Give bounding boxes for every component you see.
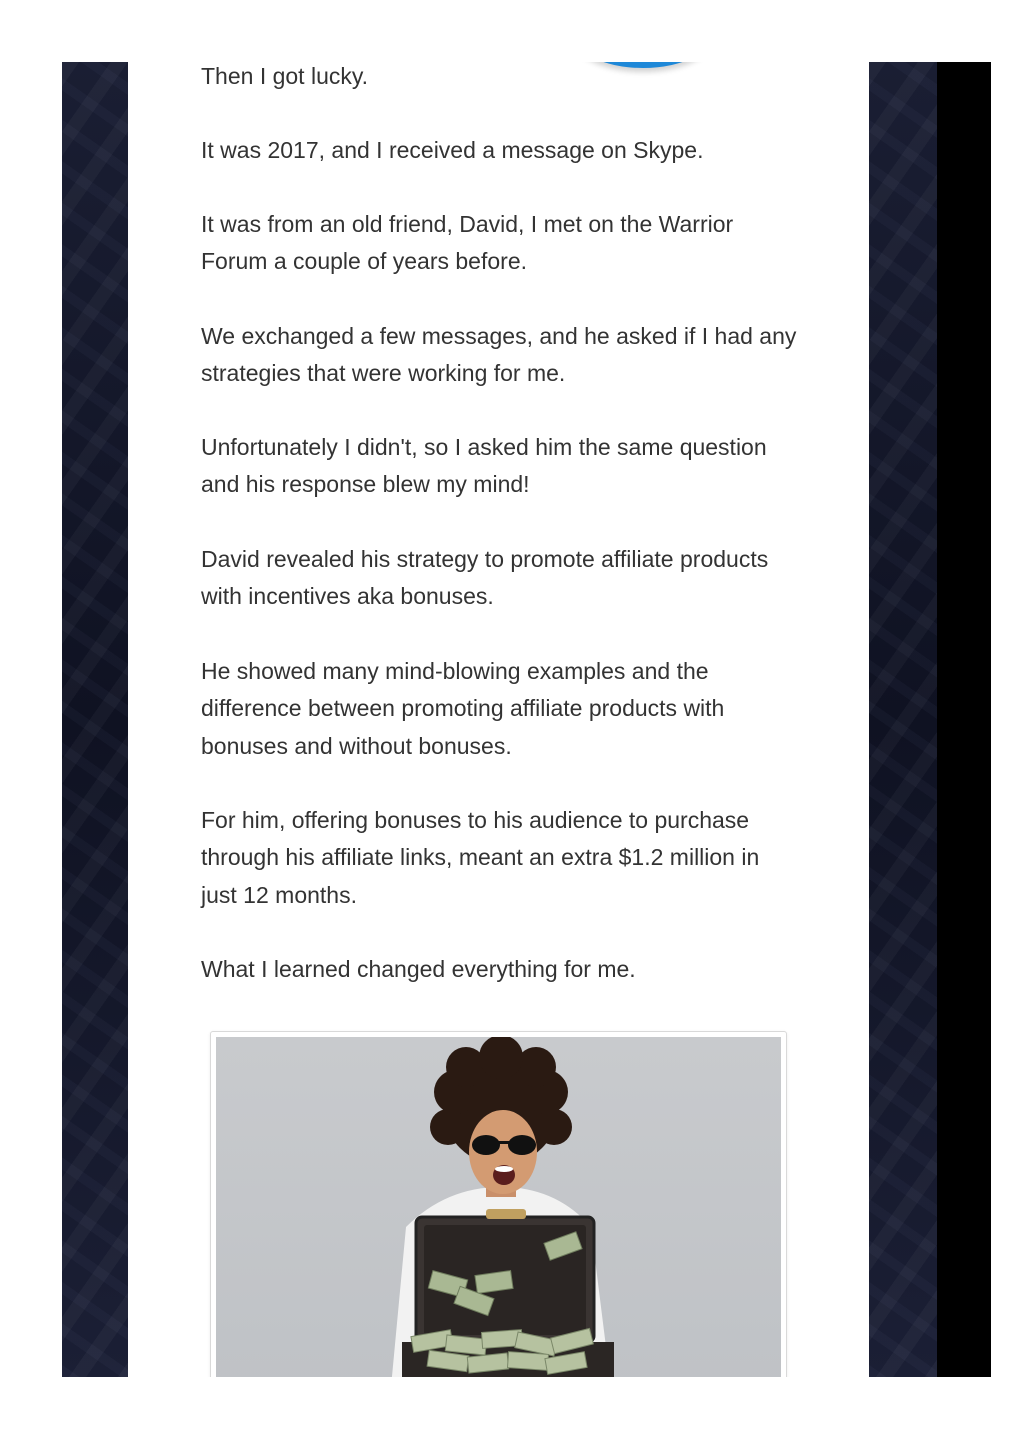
paragraph: For him, offering bonuses to his audience to purchase through his affiliate links, meant an extra $1.2 million in just 12 months. <box>201 807 760 908</box>
paragraph: We exchanged a few messages, and he asked if I had any strategies that were working for me. <box>201 323 797 387</box>
article-content <box>128 62 869 1377</box>
money-background-right <box>869 62 937 1377</box>
page-frame <box>62 62 991 1377</box>
money-background-left <box>62 62 128 1377</box>
paragraph: What I learned changed everything for me. <box>201 956 636 982</box>
paragraph: He showed many mind-blowing examples and the difference between promoting affiliate products with bonuses and without bonuses. <box>201 658 725 759</box>
paragraph: Unfortunately I didn't, so I asked him the same question and his response blew my mind! <box>201 434 767 498</box>
scrollbar-track[interactable] <box>937 62 991 1377</box>
photo-card <box>210 1031 787 1377</box>
paragraph: It was 2017, and I received a message on Skype. <box>201 137 704 163</box>
photo-illustration <box>216 1037 781 1377</box>
man-briefcase-money-photo <box>216 1037 781 1377</box>
paragraph: David revealed his strategy to promote affiliate products with incentives aka bonuses. <box>201 546 769 610</box>
paragraph: Then I got lucky. <box>201 63 369 89</box>
paragraph: It was from an old friend, David, I met on the Warrior Forum a couple of years before. <box>201 211 734 275</box>
